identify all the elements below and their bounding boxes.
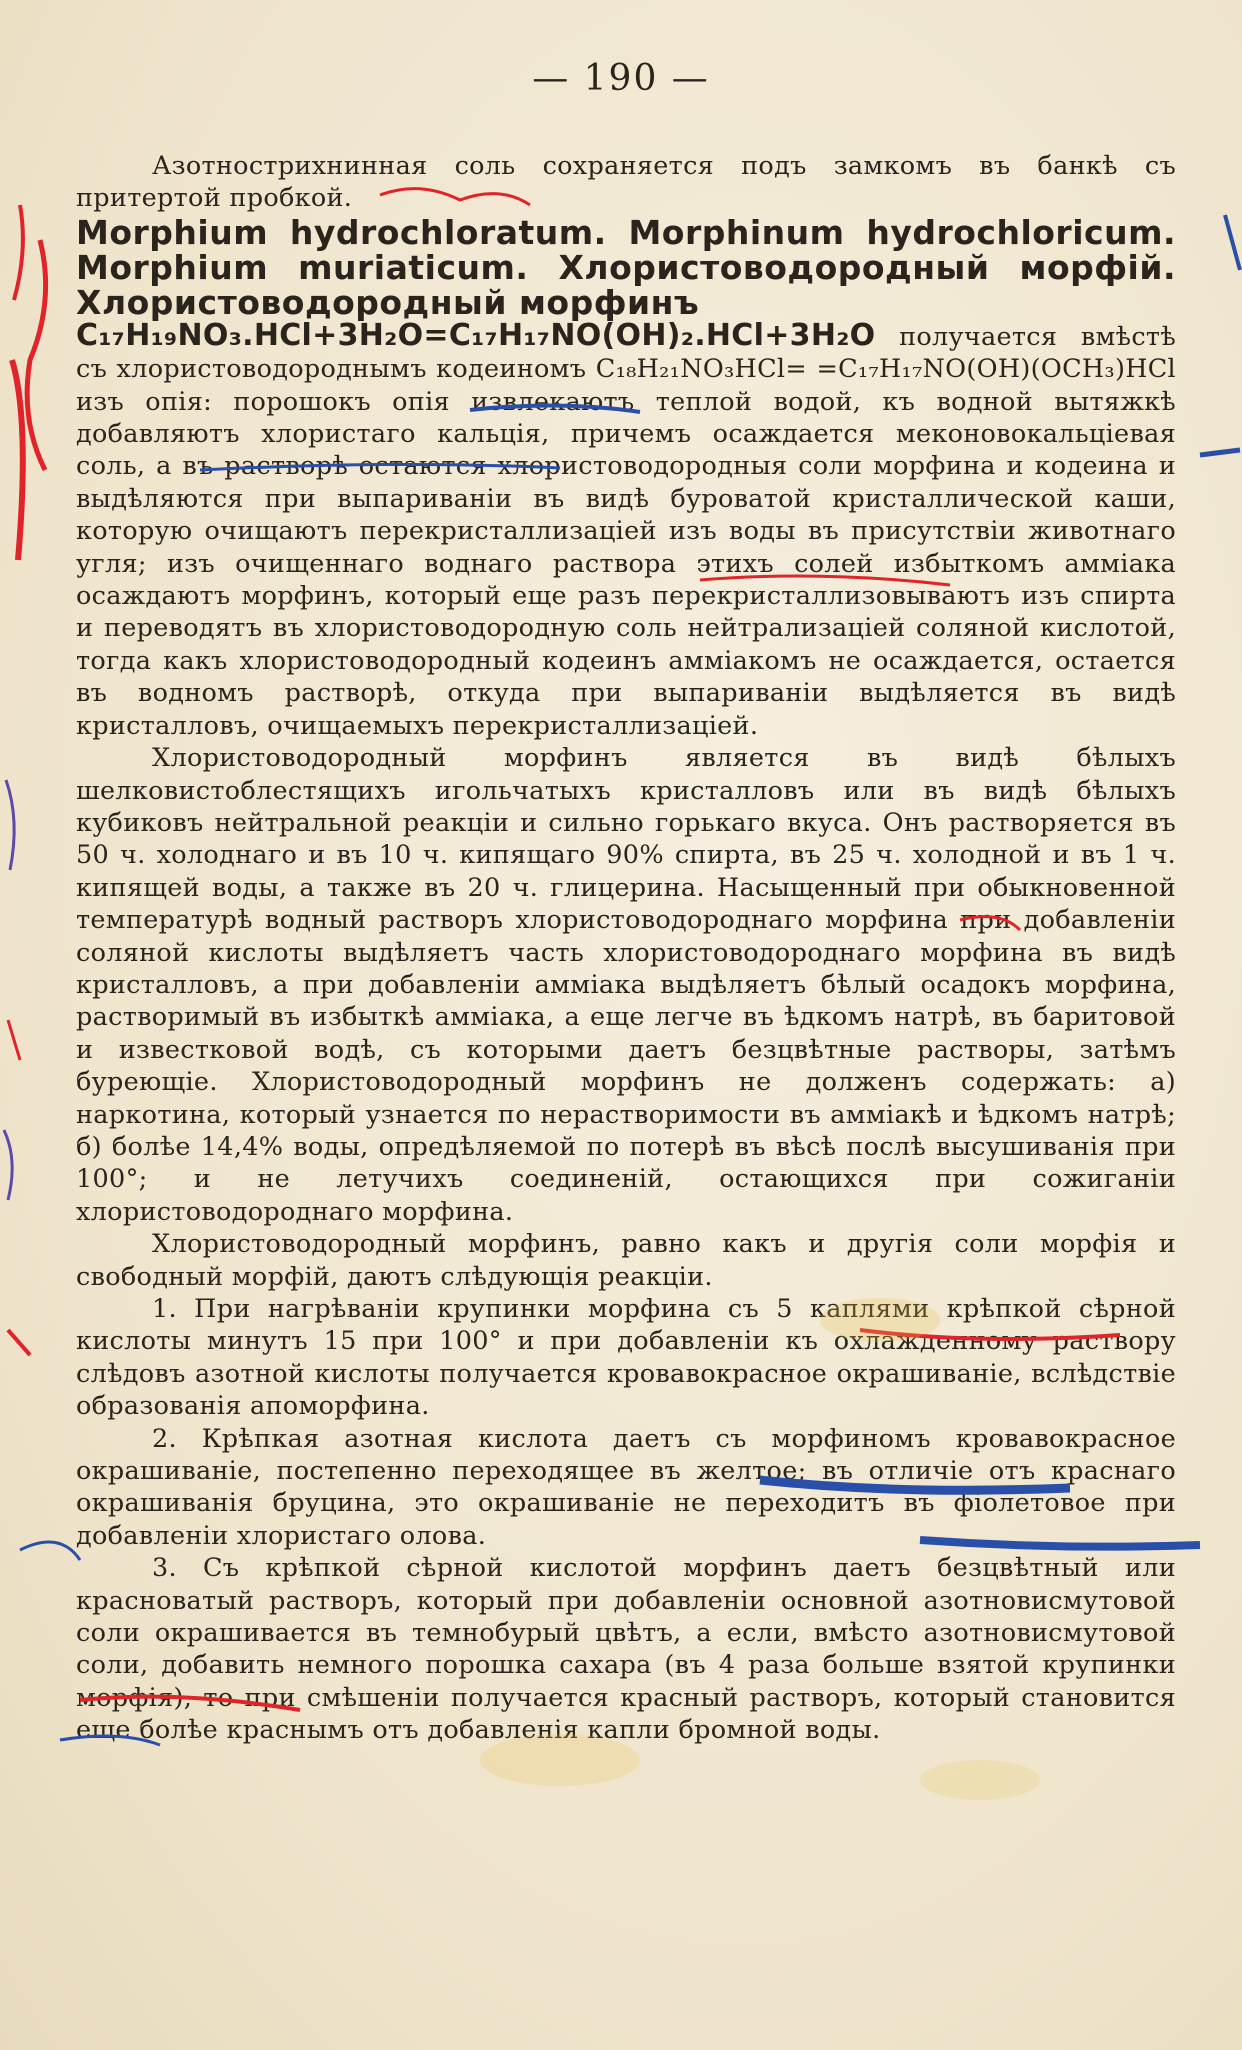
chemical-formula: C₁₇H₁₉NO₃.HCl+3H₂O=C₁₇H₁₇NO(OH)₂.HCl+3H₂O [76,317,876,353]
margin-red-mark [8,1020,20,1060]
yellow-smudge [920,1760,1040,1800]
margin-red-mark [8,1330,30,1355]
section-heading-morphium: Morphium hydrochloratum. Morphinum hydrochloricum. Morphium muriaticum. Хлористоводородный морфій. Хлористоводородный морфинъ [76,212,1176,322]
margin-purple-mark [4,1130,12,1200]
margin-blue-mark [1225,215,1240,270]
page-number: — 190 — [532,58,710,99]
margin-red-mark [14,205,23,300]
paragraph-preparation [76,317,1176,742]
paragraph-reaction-1: 1. При нагрѣваніи крупинки морфина съ 5 каплями крѣпкой сѣрной кислоты минутъ 15 при 100° и при добавленіи къ охлажденному раствору слѣдовъ азотной кислоты получается кровавокрасное окрашиваніе, вслѣдствіе образованія апоморфина. [76,1294,1176,1422]
paragraph-reaction-3: 3. Съ крѣпкой сѣрной кислотой морфинъ даетъ безцвѣтный или красноватый растворъ, который при добавленіи основной азотновисмутовой соли окрашивается въ темнобурый цвѣтъ, а если, вмѣсто азотновисмутовой соли, добавить немного порошка сахара (въ 4 раза больше взятой крупинки морфія), то при смѣшеніи получается красный растворъ, который становится еще болѣе краснымъ отъ добавленія капли бромной воды. [76,1553,1176,1746]
margin-purple-mark [6,780,14,870]
margin-red-mark [12,360,23,560]
margin-blue-mark [20,1542,80,1560]
paragraph-reactions-intro: Хлористоводородный морфинъ, равно какъ и другія соли морфія и свободный морфій, даютъ слѣдующія реакціи. [76,1229,1176,1292]
paragraph-strychnine-salt: Азотнострихнинная соль сохраняется подъ замкомъ въ банкѣ съ притертой пробкой. [76,151,1176,214]
margin-blue-mark [1200,450,1240,455]
margin-red-mark [27,240,45,470]
page-body [76,150,1176,1747]
paragraph-reaction-2: 2. Крѣпкая азотная кислота даетъ съ морфиномъ кровавокрасное окрашиваніе, постепенно переходящее въ желтое; въ отличіе отъ краснаго окрашиванія бруцина, это окрашиваніе не переходитъ въ фіолетовое при добавленіи хлористаго олова. [76,1423,1176,1551]
preparation-text: получается вмѣстѣ съ хлористоводороднымъ кодеиномъ C₁₈H₂₁NO₃HCl= =C₁₇H₁₇NO(OH)(OCH₃)HCl изъ опія: порошокъ опія извлекаютъ теплой водой, къ водной вытяжкѣ добавляютъ хлористаго кальція, причемъ осаждается меконовокальціевая соль, а въ растворѣ остаются хлористоводородныя соли морфина и кодеина и выдѣляются при выпариваніи въ видѣ буроватой кристаллической каши, которую очищаютъ перекристаллизаціей изъ воды въ присутствіи животнаго угля; изъ очищеннаго воднаго раствора этихъ солей избыткомъ амміака осаждаютъ морфинъ, который еще разъ перекристаллизовываютъ изъ спирта и переводятъ въ хлористоводородную соль нейтрализаціей соляной кислотой, тогда какъ хлористоводородный кодеинъ амміакомъ не осаждается, остается въ водномъ растворѣ, откуда при выпариваніи выдѣляется въ видѣ кристалловъ, очищаемыхъ перекристаллизаціей. [76,321,1176,741]
paragraph-properties: Хлористоводородный морфинъ является въ видѣ бѣлыхъ шелковистоблестящихъ игольчатыхъ кристалловъ или въ видѣ бѣлыхъ кубиковъ нейтральной реакціи и сильно горькаго вкуса. Онъ растворяется въ 50 ч. холоднаго и въ 10 ч. кипящаго 90% спирта, въ 25 ч. холодной и въ 1 ч. кипящей воды, а также въ 20 ч. глицерина. Насыщенный при обыкновенной температурѣ водный растворъ хлористоводороднаго морфина при добавленіи соляной кислоты выдѣляетъ часть хлористоводороднаго морфина въ видѣ кристалловъ, а при добавленіи амміака выдѣляетъ бѣлый осадокъ морфина, растворимый въ избыткѣ амміака, а еще легче въ ѣдкомъ натрѣ, въ баритовой и известковой водѣ, съ которыми даетъ безцвѣтные растворы, затѣмъ буреющіе. Хлористоводородный морфинъ не долженъ содержать: а) наркотина, который узнается по нерастворимости въ амміакѣ и ѣдкомъ натрѣ; б) болѣе 14,4% воды, опредѣляемой по потерѣ въ вѣсѣ послѣ высушиванія при 100°; и не летучихъ соединеній, остающихся при сожиганіи хлористоводороднаго морфина. [76,743,1176,1227]
